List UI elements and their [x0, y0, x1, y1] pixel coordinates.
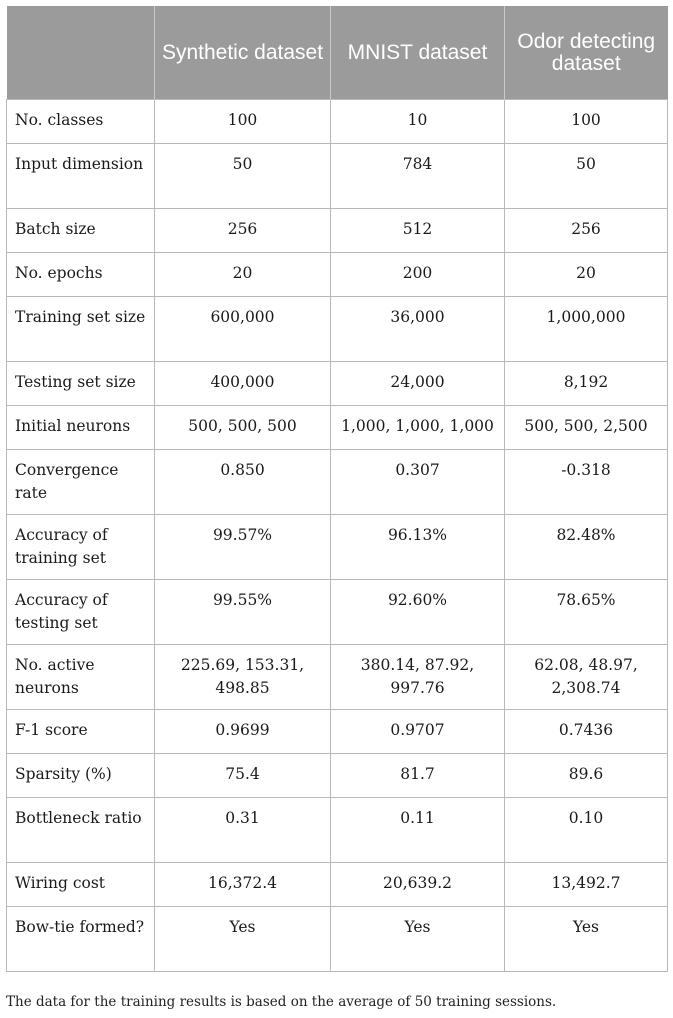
results-table-container [6, 6, 667, 972]
cell-synthetic: 50 [155, 144, 331, 209]
table-row [7, 253, 668, 297]
row-label: Convergence rate [7, 450, 155, 515]
row-label: Bottleneck ratio [7, 798, 155, 863]
cell-mnist: 784 [331, 144, 505, 209]
cell-mnist: 36,000 [331, 297, 505, 362]
header-cell-synthetic: Synthetic dataset [155, 6, 331, 100]
table-row [7, 297, 668, 362]
table-body [7, 100, 668, 972]
row-label: Wiring cost [7, 863, 155, 907]
cell-odor: 13,492.7 [505, 863, 668, 907]
table-row [7, 710, 668, 754]
table-row [7, 100, 668, 144]
cell-synthetic: 225.69, 153.31, 498.85 [155, 645, 331, 710]
cell-synthetic: Yes [155, 907, 331, 972]
cell-mnist: 0.307 [331, 450, 505, 515]
cell-odor: -0.318 [505, 450, 668, 515]
table-footnote: The data for the training results is based on the average of 50 training sessions. [6, 994, 557, 1010]
cell-synthetic: 500, 500, 500 [155, 406, 331, 450]
table-row [7, 450, 668, 515]
table-row [7, 645, 668, 710]
row-label: Accuracy of training set [7, 515, 155, 580]
row-label: No. epochs [7, 253, 155, 297]
table-row [7, 863, 668, 907]
cell-synthetic: 99.55% [155, 580, 331, 645]
cell-odor: 82.48% [505, 515, 668, 580]
cell-mnist: 1,000, 1,000, 1,000 [331, 406, 505, 450]
table-row [7, 754, 668, 798]
table-row [7, 580, 668, 645]
cell-synthetic: 400,000 [155, 362, 331, 406]
table-row [7, 798, 668, 863]
cell-odor: Yes [505, 907, 668, 972]
table-header [7, 6, 668, 100]
header-cell-odor: Odor detecting dataset [505, 6, 668, 100]
cell-odor: 1,000,000 [505, 297, 668, 362]
header-row [7, 6, 668, 100]
cell-odor: 0.10 [505, 798, 668, 863]
table-row [7, 406, 668, 450]
cell-synthetic: 0.850 [155, 450, 331, 515]
cell-mnist: 200 [331, 253, 505, 297]
cell-mnist: 0.9707 [331, 710, 505, 754]
cell-mnist: 0.11 [331, 798, 505, 863]
cell-mnist: 96.13% [331, 515, 505, 580]
row-label: F-1 score [7, 710, 155, 754]
table-row [7, 515, 668, 580]
cell-synthetic: 0.9699 [155, 710, 331, 754]
cell-odor: 78.65% [505, 580, 668, 645]
cell-mnist: 81.7 [331, 754, 505, 798]
cell-synthetic: 99.57% [155, 515, 331, 580]
cell-odor: 62.08, 48.97, 2,308.74 [505, 645, 668, 710]
cell-synthetic: 75.4 [155, 754, 331, 798]
cell-synthetic: 256 [155, 209, 331, 253]
cell-mnist: 10 [331, 100, 505, 144]
cell-synthetic: 0.31 [155, 798, 331, 863]
cell-mnist: 20,639.2 [331, 863, 505, 907]
table-row [7, 907, 668, 972]
cell-synthetic: 100 [155, 100, 331, 144]
cell-mnist: 380.14, 87.92, 997.76 [331, 645, 505, 710]
cell-odor: 20 [505, 253, 668, 297]
training-results-table [6, 6, 668, 972]
table-row [7, 209, 668, 253]
cell-mnist: 24,000 [331, 362, 505, 406]
cell-odor: 8,192 [505, 362, 668, 406]
cell-mnist: 92.60% [331, 580, 505, 645]
cell-odor: 500, 500, 2,500 [505, 406, 668, 450]
cell-odor: 50 [505, 144, 668, 209]
row-label: Input dimension [7, 144, 155, 209]
row-label: Accuracy of testing set [7, 580, 155, 645]
table-row [7, 362, 668, 406]
row-label: Initial neurons [7, 406, 155, 450]
row-label: No. active neurons [7, 645, 155, 710]
cell-synthetic: 600,000 [155, 297, 331, 362]
row-label: Sparsity (%) [7, 754, 155, 798]
cell-odor: 256 [505, 209, 668, 253]
cell-odor: 89.6 [505, 754, 668, 798]
row-label: Bow-tie formed? [7, 907, 155, 972]
header-cell-empty [7, 6, 155, 100]
table-row [7, 144, 668, 209]
row-label: Training set size [7, 297, 155, 362]
header-cell-mnist: MNIST dataset [331, 6, 505, 100]
cell-odor: 100 [505, 100, 668, 144]
row-label: No. classes [7, 100, 155, 144]
row-label: Testing set size [7, 362, 155, 406]
cell-odor: 0.7436 [505, 710, 668, 754]
cell-mnist: Yes [331, 907, 505, 972]
row-label: Batch size [7, 209, 155, 253]
cell-mnist: 512 [331, 209, 505, 253]
cell-synthetic: 20 [155, 253, 331, 297]
cell-synthetic: 16,372.4 [155, 863, 331, 907]
